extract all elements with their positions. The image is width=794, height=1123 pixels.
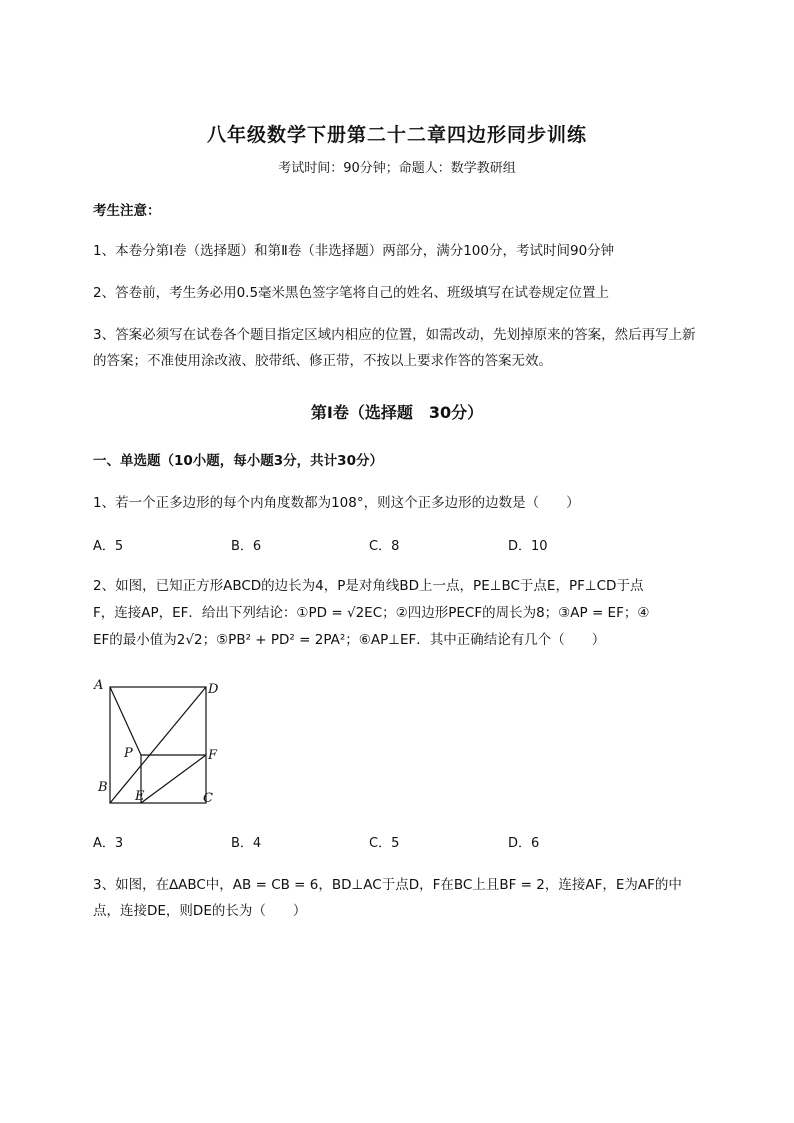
notice-item: 3、答案必须写在试卷各个题目指定区域内相应的位置，如需改动，先划掉原来的答案，然后再写上新 [93,327,696,343]
document-title: 八年级数学下册第二十二章四边形同步训练 [206,124,587,146]
notice-item: 的答案；不准使用涂改液、胶带纸、修正带，不按以上要求作答的答案无效。 [93,353,552,369]
square-figure [90,672,230,812]
segment-ap [110,687,141,755]
question-2-option-c[interactable]: C．5 [369,836,400,851]
question-1-option-d[interactable]: D．10 [508,539,548,554]
question-2-option-d[interactable]: D．6 [508,836,540,851]
diagonal-bd [110,687,206,803]
document-subtitle: 考试时间：90分钟；命题人：数学教研组 [278,161,516,176]
notice-heading: 考生注意： [93,203,161,219]
question-2-line: F，连接AP，EF．给出下列结论：①PD = √2EC；②四边形PECF的周长为8；③AP = EF；④ [93,605,650,621]
part-heading: 一、单选题（10小题，每小题3分，共计30分） [93,453,383,469]
question-2-option-a[interactable]: A．3 [93,836,124,851]
question-3-line: 点，连接DE，则DE的长为（ ） [93,903,307,919]
question-1-option-a[interactable]: A．5 [93,539,124,554]
question-1-option-b[interactable]: B．6 [231,539,262,554]
label-d: D [208,682,219,697]
question-2-line: 2、如图，已知正方形ABCD的边长为4，P是对角线BD上一点，PE⊥BC于点E，PF⊥CD于点 [93,578,644,594]
label-b: B [98,780,108,795]
label-p: P [124,746,133,761]
notice-item: 2、答卷前，考生务必用0.5毫米黑色签字笔将自己的姓名、班级填写在试卷规定位置上 [93,285,610,301]
section-title: 第Ⅰ卷（选择题 30分） [310,403,484,422]
label-a: A [94,678,104,693]
label-e: E [135,789,145,804]
label-c: C [203,791,213,806]
question-1-option-c[interactable]: C．8 [369,539,400,554]
question-3-line: 3、如图，在∆ABC中，AB = CB = 6，BD⊥AC于点D，F在BC上且BF = 2，连接AF，E为AF的中 [93,877,682,893]
segment-ef [141,755,206,803]
label-f: F [208,748,218,763]
question-2-option-b[interactable]: B．4 [231,836,262,851]
question-2-line: EF的最小值为2√2；⑤PB² + PD² = 2PA²；⑥AP⊥EF．其中正确结论有几个（ ） [93,632,606,648]
notice-item: 1、本卷分第Ⅰ卷（选择题）和第Ⅱ卷（非选择题）两部分，满分100分，考试时间90分钟 [93,243,615,259]
question-1-stem: 1、若一个正多边形的每个内角度数都为108°，则这个正多边形的边数是（ ） [93,495,580,511]
